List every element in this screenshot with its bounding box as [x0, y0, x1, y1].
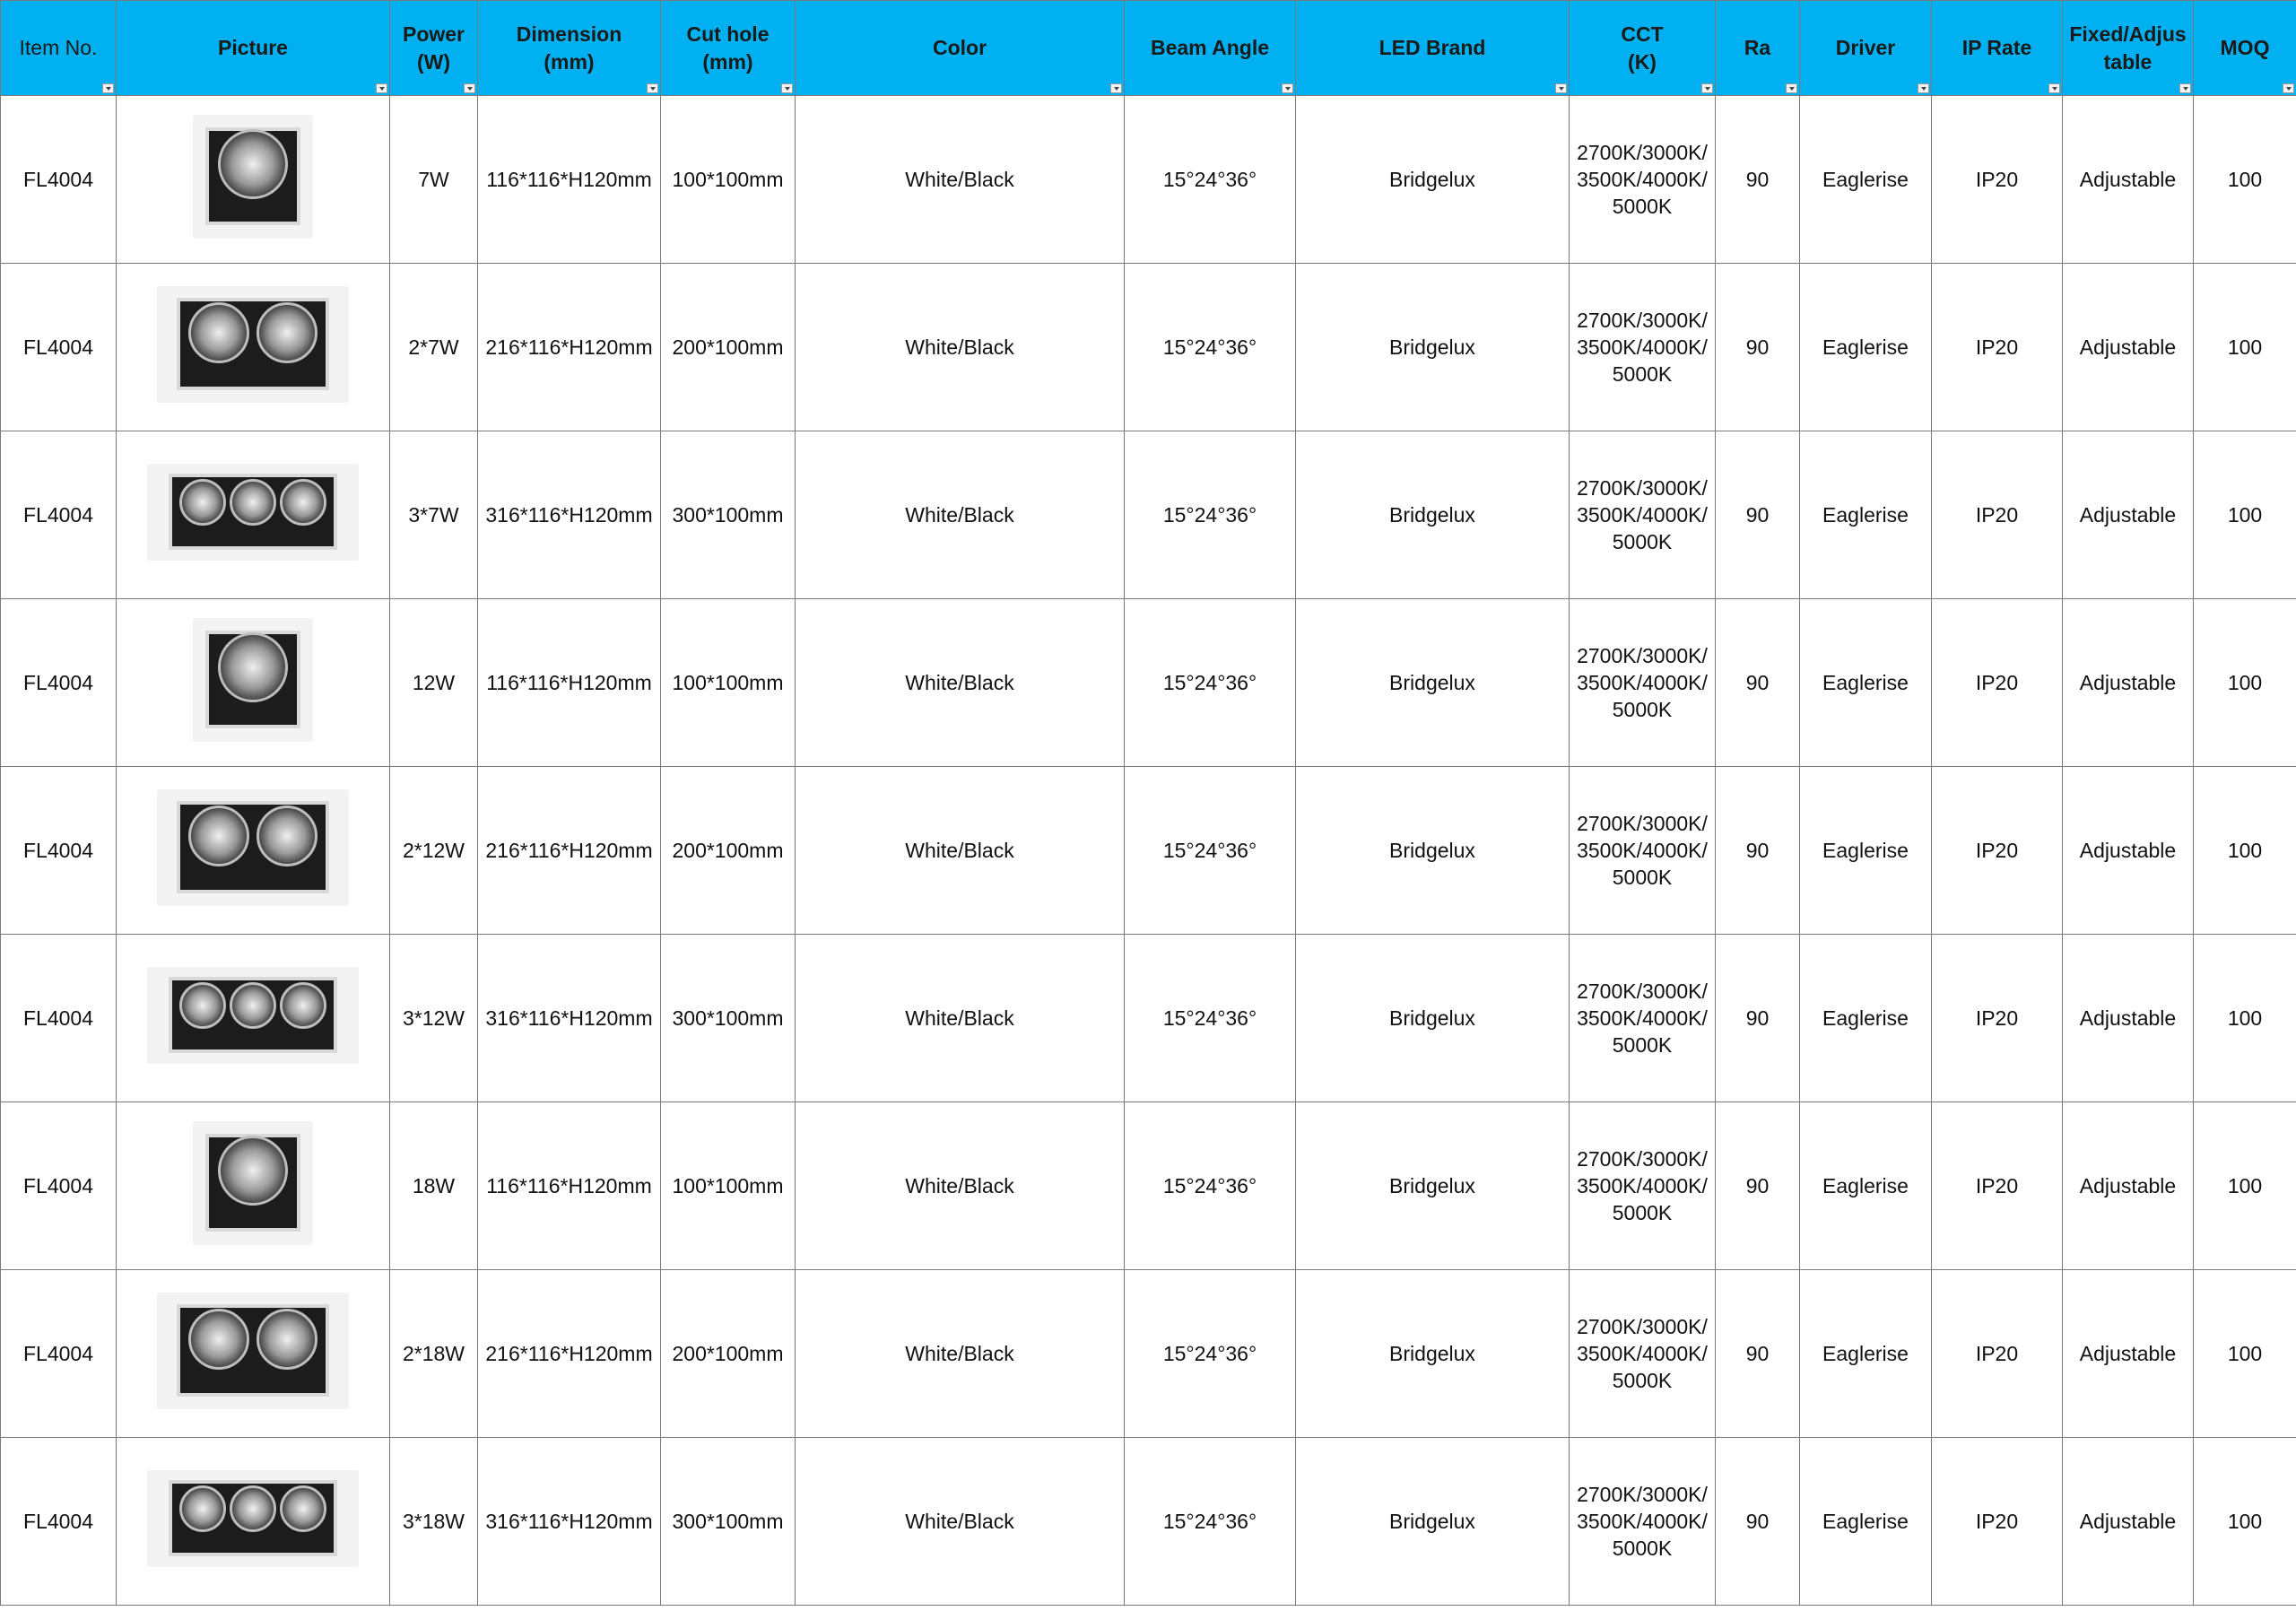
- fixed-adjustable-cell[interactable]: Adjustable: [2063, 767, 2194, 935]
- picture-cell[interactable]: [117, 1102, 390, 1270]
- beam-angle-cell[interactable]: 15°24°36°: [1125, 767, 1296, 935]
- moq-cell[interactable]: 100: [2194, 431, 2296, 599]
- item-no-cell[interactable]: FL4004: [1, 767, 117, 935]
- column-header-driver[interactable]: [1800, 1, 1932, 96]
- header-row: [1, 1, 2296, 96]
- dimension-cell[interactable]: 316*116*H120mm: [478, 431, 661, 599]
- filter-dropdown-icon[interactable]: [1701, 83, 1713, 93]
- cut-hole-cell[interactable]: 200*100mm: [661, 264, 796, 431]
- ra-cell[interactable]: 90: [1716, 431, 1800, 599]
- cct-cell[interactable]: 2700K/3000K/ 3500K/4000K/ 5000K: [1570, 767, 1716, 935]
- color-cell[interactable]: White/Black: [796, 599, 1125, 767]
- cct-cell[interactable]: 2700K/3000K/ 3500K/4000K/ 5000K: [1570, 1102, 1716, 1270]
- column-header-label: Cut hole (mm): [686, 22, 770, 74]
- led-brand-cell[interactable]: Bridgelux: [1296, 1102, 1570, 1270]
- ip-rate-cell[interactable]: IP20: [1932, 96, 2063, 264]
- led-brand-cell[interactable]: Bridgelux: [1296, 1270, 1570, 1438]
- driver-cell[interactable]: Eaglerise: [1800, 1270, 1932, 1438]
- double-head-downlight-photo: [158, 1293, 348, 1408]
- table-row: [1, 264, 2296, 431]
- ra-cell[interactable]: 90: [1716, 767, 1800, 935]
- driver-cell[interactable]: Eaglerise: [1800, 935, 1932, 1102]
- column-header-label: Power (W): [402, 22, 465, 74]
- double-head-downlight-photo: [158, 790, 348, 905]
- color-cell[interactable]: White/Black: [796, 1270, 1125, 1438]
- ip-rate-cell[interactable]: IP20: [1932, 1270, 2063, 1438]
- column-header-led-brand[interactable]: [1296, 1, 1570, 96]
- moq-cell[interactable]: 100: [2194, 599, 2296, 767]
- ip-rate-cell[interactable]: IP20: [1932, 264, 2063, 431]
- cut-hole-cell[interactable]: 200*100mm: [661, 1270, 796, 1438]
- item-no-cell[interactable]: FL4004: [1, 1270, 117, 1438]
- beam-angle-cell[interactable]: 15°24°36°: [1125, 935, 1296, 1102]
- triple-head-downlight-photo: [148, 968, 358, 1063]
- fixed-adjustable-cell[interactable]: Adjustable: [2063, 935, 2194, 1102]
- beam-angle-cell[interactable]: 15°24°36°: [1125, 1270, 1296, 1438]
- color-cell[interactable]: White/Black: [796, 1438, 1125, 1606]
- fixed-adjustable-cell[interactable]: Adjustable: [2063, 599, 2194, 767]
- beam-angle-cell[interactable]: 15°24°36°: [1125, 599, 1296, 767]
- moq-cell[interactable]: 100: [2194, 264, 2296, 431]
- column-header-item-no[interactable]: [1, 1, 117, 96]
- item-no-cell[interactable]: FL4004: [1, 599, 117, 767]
- column-header-label: IP Rate: [1961, 36, 2032, 59]
- column-header-label: CCT (K): [1621, 22, 1664, 74]
- led-brand-cell[interactable]: Bridgelux: [1296, 431, 1570, 599]
- led-brand-cell[interactable]: Bridgelux: [1296, 1438, 1570, 1606]
- ip-rate-cell[interactable]: IP20: [1932, 767, 2063, 935]
- triple-head-downlight-photo: [148, 1471, 358, 1566]
- cut-hole-cell[interactable]: 300*100mm: [661, 1438, 796, 1606]
- beam-angle-cell[interactable]: 15°24°36°: [1125, 431, 1296, 599]
- single-head-downlight-photo: [194, 1122, 312, 1244]
- cct-cell[interactable]: 2700K/3000K/ 3500K/4000K/ 5000K: [1570, 935, 1716, 1102]
- filter-dropdown-icon[interactable]: [376, 83, 387, 93]
- picture-cell[interactable]: [117, 431, 390, 599]
- color-cell[interactable]: White/Black: [796, 431, 1125, 599]
- column-header-color[interactable]: [796, 1, 1125, 96]
- cut-hole-cell[interactable]: 300*100mm: [661, 935, 796, 1102]
- color-cell[interactable]: White/Black: [796, 767, 1125, 935]
- column-header-ra[interactable]: [1716, 1, 1800, 96]
- dimension-cell[interactable]: 216*116*H120mm: [478, 1270, 661, 1438]
- led-brand-cell[interactable]: Bridgelux: [1296, 935, 1570, 1102]
- filter-dropdown-icon[interactable]: [2048, 83, 2060, 93]
- column-header-ip-rate[interactable]: [1932, 1, 2063, 96]
- dimension-cell[interactable]: 316*116*H120mm: [478, 1438, 661, 1606]
- moq-cell[interactable]: 100: [2194, 935, 2296, 1102]
- filter-dropdown-icon[interactable]: [1786, 83, 1797, 93]
- fixed-adjustable-cell[interactable]: Adjustable: [2063, 431, 2194, 599]
- led-brand-cell[interactable]: Bridgelux: [1296, 264, 1570, 431]
- fixed-adjustable-cell[interactable]: Adjustable: [2063, 1438, 2194, 1606]
- table-row: [1, 431, 2296, 599]
- ip-rate-cell[interactable]: IP20: [1932, 1102, 2063, 1270]
- ra-cell[interactable]: 90: [1716, 96, 1800, 264]
- driver-cell[interactable]: Eaglerise: [1800, 1102, 1932, 1270]
- column-header-label: Ra: [1744, 36, 1771, 59]
- filter-dropdown-icon[interactable]: [102, 83, 114, 93]
- filter-dropdown-icon[interactable]: [464, 83, 475, 93]
- cct-cell[interactable]: 2700K/3000K/ 3500K/4000K/ 5000K: [1570, 431, 1716, 599]
- driver-cell[interactable]: Eaglerise: [1800, 264, 1932, 431]
- dimension-cell[interactable]: 116*116*H120mm: [478, 96, 661, 264]
- table-row: [1, 1102, 2296, 1270]
- cut-hole-cell[interactable]: 300*100mm: [661, 431, 796, 599]
- column-header-label: Driver: [1835, 36, 1896, 59]
- column-header-picture[interactable]: [117, 1, 390, 96]
- double-head-downlight-photo: [158, 287, 348, 402]
- column-header-dimension[interactable]: [478, 1, 661, 96]
- table-row: [1, 599, 2296, 767]
- driver-cell[interactable]: Eaglerise: [1800, 599, 1932, 767]
- table-header: [1, 1, 2296, 96]
- power-cell[interactable]: 18W: [390, 1102, 478, 1270]
- table-row: [1, 767, 2296, 935]
- filter-dropdown-icon[interactable]: [1555, 83, 1567, 93]
- cut-hole-cell[interactable]: 100*100mm: [661, 96, 796, 264]
- column-header-moq[interactable]: [2194, 1, 2296, 96]
- picture-cell[interactable]: [117, 767, 390, 935]
- fixed-adjustable-cell[interactable]: Adjustable: [2063, 1102, 2194, 1270]
- cut-hole-cell[interactable]: 100*100mm: [661, 599, 796, 767]
- fixed-adjustable-cell[interactable]: Adjustable: [2063, 264, 2194, 431]
- column-header-label: MOQ: [2220, 36, 2270, 59]
- color-cell[interactable]: White/Black: [796, 1102, 1125, 1270]
- table-row: [1, 1438, 2296, 1606]
- item-no-cell[interactable]: FL4004: [1, 96, 117, 264]
- column-header-label: Item No.: [19, 36, 98, 59]
- column-header-label: Fixed/Adjus table: [2069, 22, 2187, 74]
- column-header-label: Beam Angle: [1150, 36, 1270, 59]
- picture-cell[interactable]: [117, 1438, 390, 1606]
- cct-cell[interactable]: 2700K/3000K/ 3500K/4000K/ 5000K: [1570, 1438, 1716, 1606]
- cct-cell[interactable]: 2700K/3000K/ 3500K/4000K/ 5000K: [1570, 264, 1716, 431]
- filter-dropdown-icon[interactable]: [781, 83, 793, 93]
- power-cell[interactable]: 2*7W: [390, 264, 478, 431]
- driver-cell[interactable]: Eaglerise: [1800, 431, 1932, 599]
- color-cell[interactable]: White/Black: [796, 96, 1125, 264]
- item-no-cell[interactable]: FL4004: [1, 431, 117, 599]
- picture-cell[interactable]: [117, 599, 390, 767]
- beam-angle-cell[interactable]: 15°24°36°: [1125, 264, 1296, 431]
- ip-rate-cell[interactable]: IP20: [1932, 935, 2063, 1102]
- table-row: [1, 96, 2296, 264]
- beam-angle-cell[interactable]: 15°24°36°: [1125, 96, 1296, 264]
- beam-angle-cell[interactable]: 15°24°36°: [1125, 1438, 1296, 1606]
- power-cell[interactable]: 3*7W: [390, 431, 478, 599]
- color-cell[interactable]: White/Black: [796, 935, 1125, 1102]
- color-cell[interactable]: White/Black: [796, 264, 1125, 431]
- power-cell[interactable]: 2*12W: [390, 767, 478, 935]
- cut-hole-cell[interactable]: 100*100mm: [661, 1102, 796, 1270]
- power-cell[interactable]: 3*18W: [390, 1438, 478, 1606]
- driver-cell[interactable]: Eaglerise: [1800, 96, 1932, 264]
- ra-cell[interactable]: 90: [1716, 599, 1800, 767]
- moq-cell[interactable]: 100: [2194, 767, 2296, 935]
- single-head-downlight-photo: [194, 619, 312, 741]
- filter-dropdown-icon[interactable]: [2179, 83, 2191, 93]
- beam-angle-cell[interactable]: 15°24°36°: [1125, 1102, 1296, 1270]
- fixed-adjustable-cell[interactable]: Adjustable: [2063, 96, 2194, 264]
- driver-cell[interactable]: Eaglerise: [1800, 1438, 1932, 1606]
- item-no-cell[interactable]: FL4004: [1, 264, 117, 431]
- led-brand-cell[interactable]: Bridgelux: [1296, 767, 1570, 935]
- single-head-downlight-photo: [194, 116, 312, 238]
- power-cell[interactable]: 7W: [390, 96, 478, 264]
- item-no-cell[interactable]: FL4004: [1, 1102, 117, 1270]
- ra-cell[interactable]: 90: [1716, 264, 1800, 431]
- column-header-power[interactable]: [390, 1, 478, 96]
- ip-rate-cell[interactable]: IP20: [1932, 431, 2063, 599]
- ra-cell[interactable]: 90: [1716, 1438, 1800, 1606]
- dimension-cell[interactable]: 216*116*H120mm: [478, 767, 661, 935]
- ip-rate-cell[interactable]: IP20: [1932, 599, 2063, 767]
- moq-cell[interactable]: 100: [2194, 96, 2296, 264]
- dimension-cell[interactable]: 216*116*H120mm: [478, 264, 661, 431]
- ra-cell[interactable]: 90: [1716, 935, 1800, 1102]
- ra-cell[interactable]: 90: [1716, 1102, 1800, 1270]
- cct-cell[interactable]: 2700K/3000K/ 3500K/4000K/ 5000K: [1570, 1270, 1716, 1438]
- moq-cell[interactable]: 100: [2194, 1270, 2296, 1438]
- column-header-beam-angle[interactable]: [1125, 1, 1296, 96]
- filter-dropdown-icon[interactable]: [1282, 83, 1293, 93]
- dimension-cell[interactable]: 116*116*H120mm: [478, 599, 661, 767]
- cct-cell[interactable]: 2700K/3000K/ 3500K/4000K/ 5000K: [1570, 96, 1716, 264]
- column-header-cct[interactable]: [1570, 1, 1716, 96]
- table-body: [1, 96, 2296, 1606]
- ra-cell[interactable]: 90: [1716, 1270, 1800, 1438]
- filter-dropdown-icon[interactable]: [647, 83, 658, 93]
- driver-cell[interactable]: Eaglerise: [1800, 767, 1932, 935]
- cut-hole-cell[interactable]: 200*100mm: [661, 767, 796, 935]
- column-header-cut-hole[interactable]: [661, 1, 796, 96]
- filter-dropdown-icon[interactable]: [2283, 83, 2294, 93]
- picture-cell[interactable]: [117, 264, 390, 431]
- power-cell[interactable]: 2*18W: [390, 1270, 478, 1438]
- ip-rate-cell[interactable]: IP20: [1932, 1438, 2063, 1606]
- table-row: [1, 1270, 2296, 1438]
- power-cell[interactable]: 12W: [390, 599, 478, 767]
- dimension-cell[interactable]: 116*116*H120mm: [478, 1102, 661, 1270]
- cct-cell[interactable]: 2700K/3000K/ 3500K/4000K/ 5000K: [1570, 599, 1716, 767]
- column-header-fixed-adjustable[interactable]: [2063, 1, 2194, 96]
- picture-cell[interactable]: [117, 96, 390, 264]
- table-row: [1, 935, 2296, 1102]
- fixed-adjustable-cell[interactable]: Adjustable: [2063, 1270, 2194, 1438]
- column-header-label: Picture: [218, 36, 288, 59]
- column-header-label: Color: [932, 36, 987, 59]
- filter-dropdown-icon[interactable]: [1110, 83, 1122, 93]
- power-cell[interactable]: 3*12W: [390, 935, 478, 1102]
- item-no-cell[interactable]: FL4004: [1, 935, 117, 1102]
- column-header-label: Dimension (mm): [516, 22, 622, 74]
- filter-dropdown-icon[interactable]: [1918, 83, 1929, 93]
- item-no-cell[interactable]: FL4004: [1, 1438, 117, 1606]
- picture-cell[interactable]: [117, 935, 390, 1102]
- moq-cell[interactable]: 100: [2194, 1102, 2296, 1270]
- led-brand-cell[interactable]: Bridgelux: [1296, 96, 1570, 264]
- column-header-label: LED Brand: [1378, 36, 1486, 59]
- picture-cell[interactable]: [117, 1270, 390, 1438]
- triple-head-downlight-photo: [148, 465, 358, 560]
- dimension-cell[interactable]: 316*116*H120mm: [478, 935, 661, 1102]
- led-brand-cell[interactable]: Bridgelux: [1296, 599, 1570, 767]
- moq-cell[interactable]: 100: [2194, 1438, 2296, 1606]
